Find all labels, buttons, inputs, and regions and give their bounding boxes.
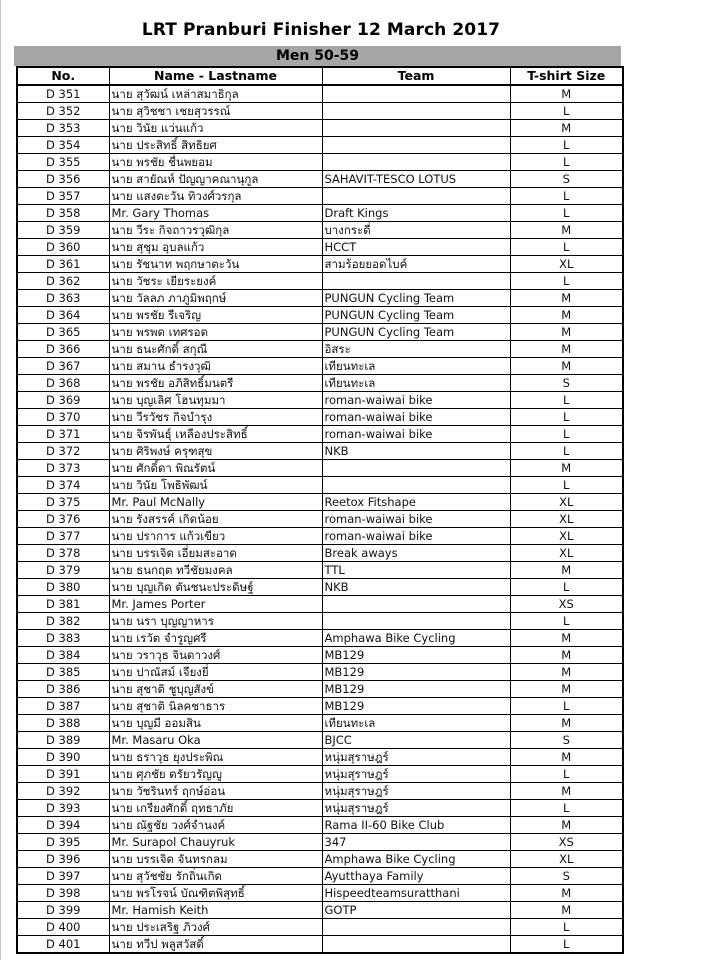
table-row — [17, 630, 623, 647]
name-cell: นาย พรพด เทศรอด — [109, 324, 322, 341]
tshirt-size-cell: L — [510, 936, 623, 954]
tshirt-size-cell: M — [510, 341, 623, 358]
bib-number-cell: D 354 — [17, 137, 109, 154]
table-row — [17, 647, 623, 664]
team-cell: หนุ่มสุราษฎร์ — [322, 766, 510, 783]
tshirt-size-cell: L — [510, 698, 623, 715]
team-cell: NKB — [322, 443, 510, 460]
name-cell: นาย จิรพันธุ์ เหลืองประสิทธิ์ — [109, 426, 322, 443]
table-row — [17, 800, 623, 817]
column-header-name: Name - Lastname — [109, 67, 322, 85]
tshirt-size-cell: L — [510, 273, 623, 290]
tshirt-size-cell: L — [510, 613, 623, 630]
tshirt-size-cell: M — [510, 783, 623, 800]
table-row — [17, 290, 623, 307]
bib-number-cell: D 364 — [17, 307, 109, 324]
table-row — [17, 732, 623, 749]
name-cell: นาย วีระ กิจถาวรวุฒิกุล — [109, 222, 322, 239]
name-cell: นาย แสงตะวัน ทิวงศ์วรกุล — [109, 188, 322, 205]
name-cell: นาย วราวุธ จินดาวงศ์ — [109, 647, 322, 664]
tshirt-size-cell: M — [510, 324, 623, 341]
tshirt-size-cell: S — [510, 171, 623, 188]
team-cell — [322, 273, 510, 290]
name-cell: นาย สมาน ธำรงวุฒิ — [109, 358, 322, 375]
team-cell: Break aways — [322, 545, 510, 562]
name-cell: นาย ศิริพงษ์ ครุฑสุข — [109, 443, 322, 460]
name-cell: นาย สุชุม อุบลแก้ว — [109, 239, 322, 256]
name-cell: นาย ศักดิ์ดา พิณรัตน์ — [109, 460, 322, 477]
team-cell: บางกระดี่ — [322, 222, 510, 239]
name-cell: นาย ปราการ แก้วเขียว — [109, 528, 322, 545]
team-cell — [322, 137, 510, 154]
table-row — [17, 562, 623, 579]
team-cell: HCCT — [322, 239, 510, 256]
tshirt-size-cell: L — [510, 800, 623, 817]
bib-number-cell: D 383 — [17, 630, 109, 647]
table-row — [17, 528, 623, 545]
bib-number-cell: D 366 — [17, 341, 109, 358]
name-cell: Mr. Hamish Keith — [109, 902, 322, 919]
team-cell: Hispeedteamsuratthani — [322, 885, 510, 902]
team-cell: หนุ่มสุราษฎร์ — [322, 783, 510, 800]
team-cell: MB129 — [322, 647, 510, 664]
table-row — [17, 885, 623, 902]
table-row — [17, 749, 623, 766]
tshirt-size-cell: L — [510, 205, 623, 222]
bib-number-cell: D 357 — [17, 188, 109, 205]
table-row — [17, 205, 623, 222]
finisher-table — [16, 66, 624, 954]
tshirt-size-cell: M — [510, 358, 623, 375]
table-row — [17, 307, 623, 324]
bib-number-cell: D 367 — [17, 358, 109, 375]
table-row — [17, 715, 623, 732]
tshirt-size-cell: S — [510, 868, 623, 885]
team-cell: เทียนทะเล — [322, 375, 510, 392]
bib-number-cell: D 389 — [17, 732, 109, 749]
name-cell: นาย เกรียงศักดิ์ ฤทธาภัย — [109, 800, 322, 817]
document-title: LRT Pranburi Finisher 12 March 2017 — [141, 20, 501, 40]
tshirt-size-cell: M — [510, 749, 623, 766]
tshirt-size-cell: M — [510, 460, 623, 477]
bib-number-cell: D 395 — [17, 834, 109, 851]
name-cell: นาย วัชรินทร์ ฤกษ์อ่อน — [109, 783, 322, 800]
bib-number-cell: D 386 — [17, 681, 109, 698]
name-cell: Mr. Paul McNally — [109, 494, 322, 511]
column-header-no: No. — [17, 67, 109, 85]
name-cell: นาย นรา บุญญาหาร — [109, 613, 322, 630]
team-cell: เทียนทะเล — [322, 358, 510, 375]
tshirt-size-cell: M — [510, 562, 623, 579]
tshirt-size-cell: XL — [510, 256, 623, 273]
bib-number-cell: D 362 — [17, 273, 109, 290]
bib-number-cell: D 363 — [17, 290, 109, 307]
bib-number-cell: D 384 — [17, 647, 109, 664]
table-header-row — [17, 67, 623, 85]
table-row — [17, 579, 623, 596]
table-row — [17, 698, 623, 715]
tshirt-size-cell: XL — [510, 511, 623, 528]
table-row — [17, 154, 623, 171]
table-row — [17, 103, 623, 120]
bib-number-cell: D 370 — [17, 409, 109, 426]
bib-number-cell: D 397 — [17, 868, 109, 885]
name-cell: นาย บรรเจิด เอี่ยมสะอาด — [109, 545, 322, 562]
name-cell: นาย ปาณัสม์ เจียงยี่ — [109, 664, 322, 681]
team-cell — [322, 936, 510, 954]
bib-number-cell: D 396 — [17, 851, 109, 868]
team-cell: Rama II-60 Bike Club — [322, 817, 510, 834]
tshirt-size-cell: XL — [510, 545, 623, 562]
bib-number-cell: D 379 — [17, 562, 109, 579]
bib-number-cell: D 375 — [17, 494, 109, 511]
table-row — [17, 613, 623, 630]
team-cell: หนุ่มสุราษฎร์ — [322, 749, 510, 766]
bib-number-cell: D 378 — [17, 545, 109, 562]
team-cell — [322, 460, 510, 477]
table-row — [17, 766, 623, 783]
table-row — [17, 936, 623, 954]
name-cell: นาย วัชระ เยียระยงค์ — [109, 273, 322, 290]
team-cell: PUNGUN Cycling Team — [322, 290, 510, 307]
name-cell: นาย วินัย โพธิพัฒน์ — [109, 477, 322, 494]
bib-number-cell: D 352 — [17, 103, 109, 120]
bib-number-cell: D 377 — [17, 528, 109, 545]
tshirt-size-cell: L — [510, 392, 623, 409]
bib-number-cell: D 398 — [17, 885, 109, 902]
name-cell: นาย สายัณห์ ปัญญาคณานุกูล — [109, 171, 322, 188]
tshirt-size-cell: L — [510, 239, 623, 256]
team-cell: roman-waiwai bike — [322, 409, 510, 426]
table-row — [17, 409, 623, 426]
name-cell: นาย วีรวัชร กิจบำรุง — [109, 409, 322, 426]
team-cell: Draft Kings — [322, 205, 510, 222]
bib-number-cell: D 401 — [17, 936, 109, 954]
name-cell: Mr. Masaru Oka — [109, 732, 322, 749]
bib-number-cell: D 400 — [17, 919, 109, 936]
table-row — [17, 171, 623, 188]
team-cell: สามร้อยยอดไบค์ — [322, 256, 510, 273]
team-cell — [322, 188, 510, 205]
name-cell: Mr. James Porter — [109, 596, 322, 613]
tshirt-size-cell: L — [510, 103, 623, 120]
tshirt-size-cell: M — [510, 647, 623, 664]
bib-number-cell: D 356 — [17, 171, 109, 188]
bib-number-cell: D 392 — [17, 783, 109, 800]
table-row — [17, 596, 623, 613]
tshirt-size-cell: L — [510, 919, 623, 936]
team-cell — [322, 85, 510, 103]
name-cell: นาย พรชัย รีเจริญ — [109, 307, 322, 324]
team-cell: roman-waiwai bike — [322, 511, 510, 528]
tshirt-size-cell: M — [510, 85, 623, 103]
table-row — [17, 222, 623, 239]
name-cell: นาย สุชาติ นิลคชาธาร — [109, 698, 322, 715]
bib-number-cell: D 390 — [17, 749, 109, 766]
column-header-team: Team — [322, 67, 510, 85]
tshirt-size-cell: L — [510, 477, 623, 494]
bib-number-cell: D 373 — [17, 460, 109, 477]
tshirt-size-cell: L — [510, 154, 623, 171]
name-cell: นาย สุวัฒน์ เหล่าสมาธิกุล — [109, 85, 322, 103]
team-cell: GOTP — [322, 902, 510, 919]
team-cell: PUNGUN Cycling Team — [322, 307, 510, 324]
tshirt-size-cell: L — [510, 409, 623, 426]
team-cell: Amphawa Bike Cycling — [322, 630, 510, 647]
team-cell: MB129 — [322, 681, 510, 698]
name-cell: นาย บุญเลิศ โฮนทุมมา — [109, 392, 322, 409]
table-row — [17, 426, 623, 443]
bib-number-cell: D 381 — [17, 596, 109, 613]
name-cell: นาย บุญเกิด ตันชนะประดิษฐ์ — [109, 579, 322, 596]
tshirt-size-cell: M — [510, 290, 623, 307]
table-row — [17, 902, 623, 919]
team-cell: หนุ่มสุราษฎร์ — [322, 800, 510, 817]
name-cell: นาย พรโรจน์ บัณฑิตพิสุทธิ์ — [109, 885, 322, 902]
bib-number-cell: D 394 — [17, 817, 109, 834]
team-cell — [322, 613, 510, 630]
team-cell: Ayutthaya Family — [322, 868, 510, 885]
bib-number-cell: D 393 — [17, 800, 109, 817]
tshirt-size-cell: L — [510, 426, 623, 443]
team-cell: MB129 — [322, 698, 510, 715]
table-row — [17, 443, 623, 460]
table-row — [17, 341, 623, 358]
team-cell — [322, 919, 510, 936]
name-cell: นาย พรชัย ชื่นพยอม — [109, 154, 322, 171]
table-row — [17, 188, 623, 205]
table-row — [17, 511, 623, 528]
tshirt-size-cell: S — [510, 375, 623, 392]
table-row — [17, 324, 623, 341]
table-row — [17, 460, 623, 477]
name-cell: Mr. Surapol Chauyruk — [109, 834, 322, 851]
tshirt-size-cell: M — [510, 222, 623, 239]
name-cell: Mr. Gary Thomas — [109, 205, 322, 222]
team-cell: เทียนทะเล — [322, 715, 510, 732]
name-cell: นาย ธราวุธ ยุงประพิณ — [109, 749, 322, 766]
name-cell: นาย สุชาติ ชูบุญสังข์ — [109, 681, 322, 698]
bib-number-cell: D 361 — [17, 256, 109, 273]
tshirt-size-cell: XS — [510, 834, 623, 851]
table-row — [17, 477, 623, 494]
tshirt-size-cell: M — [510, 885, 623, 902]
table-row — [17, 664, 623, 681]
name-cell: นาย พรชัย อภิสิทธิ์มนตรี — [109, 375, 322, 392]
tshirt-size-cell: XS — [510, 596, 623, 613]
team-cell: อิสระ — [322, 341, 510, 358]
name-cell: นาย ประสิทธิ์ สิทธิยศ — [109, 137, 322, 154]
bib-number-cell: D 382 — [17, 613, 109, 630]
team-cell: SAHAVIT-TESCO LOTUS — [322, 171, 510, 188]
table-row — [17, 273, 623, 290]
tshirt-size-cell: M — [510, 664, 623, 681]
table-row — [17, 817, 623, 834]
bib-number-cell: D 388 — [17, 715, 109, 732]
table-row — [17, 851, 623, 868]
name-cell: นาย ณัฐชัย วงศ์จำนงค์ — [109, 817, 322, 834]
bib-number-cell: D 365 — [17, 324, 109, 341]
bib-number-cell: D 355 — [17, 154, 109, 171]
name-cell: นาย บุญมี ออมสิน — [109, 715, 322, 732]
team-cell: PUNGUN Cycling Team — [322, 324, 510, 341]
table-row — [17, 120, 623, 137]
team-cell — [322, 596, 510, 613]
team-cell: Amphawa Bike Cycling — [322, 851, 510, 868]
bib-number-cell: D 369 — [17, 392, 109, 409]
tshirt-size-cell: M — [510, 630, 623, 647]
bib-number-cell: D 351 — [17, 85, 109, 103]
table-row — [17, 868, 623, 885]
tshirt-size-cell: M — [510, 715, 623, 732]
tshirt-size-cell: L — [510, 579, 623, 596]
name-cell: นาย ประเสริฐ ภิวงศ์ — [109, 919, 322, 936]
table-row — [17, 783, 623, 800]
bib-number-cell: D 380 — [17, 579, 109, 596]
tshirt-size-cell: M — [510, 681, 623, 698]
team-cell: roman-waiwai bike — [322, 426, 510, 443]
team-cell: roman-waiwai bike — [322, 528, 510, 545]
team-cell: Reetox Fitshape — [322, 494, 510, 511]
name-cell: นาย รังสรรค์ เกิดน้อย — [109, 511, 322, 528]
bib-number-cell: D 374 — [17, 477, 109, 494]
bib-number-cell: D 359 — [17, 222, 109, 239]
tshirt-size-cell: XL — [510, 851, 623, 868]
name-cell: นาย ธนะศักดิ์ สกุณี — [109, 341, 322, 358]
table-row — [17, 85, 623, 103]
name-cell: นาย สุวัชชัย รักถิ่นเกิด — [109, 868, 322, 885]
team-cell — [322, 154, 510, 171]
name-cell: นาย วินัย แว่นแก้ว — [109, 120, 322, 137]
team-cell: 347 — [322, 834, 510, 851]
team-cell — [322, 120, 510, 137]
tshirt-size-cell: L — [510, 766, 623, 783]
table-row — [17, 375, 623, 392]
table-row — [17, 681, 623, 698]
tshirt-size-cell: S — [510, 732, 623, 749]
tshirt-size-cell: M — [510, 902, 623, 919]
team-cell: BJCC — [322, 732, 510, 749]
team-cell — [322, 477, 510, 494]
bib-number-cell: D 399 — [17, 902, 109, 919]
table-row — [17, 239, 623, 256]
bib-number-cell: D 385 — [17, 664, 109, 681]
team-cell: roman-waiwai bike — [322, 392, 510, 409]
tshirt-size-cell: L — [510, 137, 623, 154]
bib-number-cell: D 372 — [17, 443, 109, 460]
bib-number-cell: D 360 — [17, 239, 109, 256]
name-cell: นาย บรรเจิด จันทรกลม — [109, 851, 322, 868]
table-row — [17, 392, 623, 409]
name-cell: นาย ทวีป พลูสวัสดิ์ — [109, 936, 322, 954]
team-cell: MB129 — [322, 664, 510, 681]
column-header-tshirt-size: T-shirt Size — [510, 67, 623, 85]
name-cell: นาย ศุภชัย ดรัยวรัญญู — [109, 766, 322, 783]
name-cell: นาย เรวัต จำรูญศรี — [109, 630, 322, 647]
tshirt-size-cell: L — [510, 188, 623, 205]
name-cell: นาย วัลลภ ภาภูมิพฤกษ์ — [109, 290, 322, 307]
table-row — [17, 137, 623, 154]
name-cell: นาย รัชนาท พฤกษาตะวัน — [109, 256, 322, 273]
team-cell: NKB — [322, 579, 510, 596]
bib-number-cell: D 391 — [17, 766, 109, 783]
table-row — [17, 545, 623, 562]
tshirt-size-cell: M — [510, 817, 623, 834]
tshirt-size-cell: M — [510, 120, 623, 137]
table-row — [17, 256, 623, 273]
table-row — [17, 834, 623, 851]
team-cell — [322, 103, 510, 120]
bib-number-cell: D 387 — [17, 698, 109, 715]
table-row — [17, 358, 623, 375]
bib-number-cell: D 371 — [17, 426, 109, 443]
team-cell: TTL — [322, 562, 510, 579]
category-header: Men 50-59 — [14, 46, 621, 66]
tshirt-size-cell: M — [510, 307, 623, 324]
table-row — [17, 494, 623, 511]
tshirt-size-cell: L — [510, 443, 623, 460]
name-cell: นาย ธนกฤต ทวีชัยมงคล — [109, 562, 322, 579]
table-row — [17, 919, 623, 936]
bib-number-cell: D 376 — [17, 511, 109, 528]
name-cell: นาย สุวิชชา เชยสุวรรณ์ — [109, 103, 322, 120]
bib-number-cell: D 358 — [17, 205, 109, 222]
tshirt-size-cell: XL — [510, 494, 623, 511]
tshirt-size-cell: XL — [510, 528, 623, 545]
bib-number-cell: D 368 — [17, 375, 109, 392]
bib-number-cell: D 353 — [17, 120, 109, 137]
